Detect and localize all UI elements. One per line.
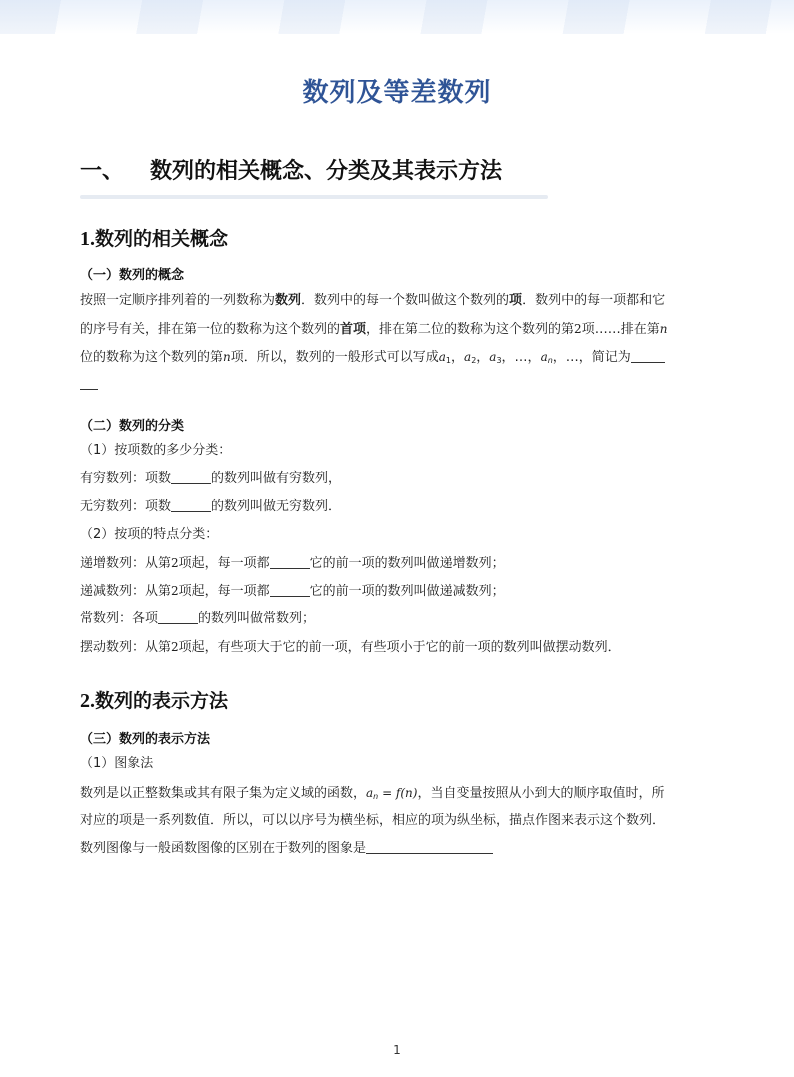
fill-in-blank[interactable] bbox=[270, 583, 310, 597]
math-number: 2 bbox=[171, 584, 179, 598]
subsection-number: 2. bbox=[80, 690, 95, 712]
list-line bbox=[80, 610, 315, 628]
text: 有穷数列：项数 bbox=[80, 471, 172, 486]
math-variable: a bbox=[438, 350, 446, 364]
section-heading bbox=[80, 154, 502, 185]
section-title: 数列的相关概念、分类及其表示方法 bbox=[150, 159, 503, 184]
list-line bbox=[80, 470, 341, 488]
text: ．数列中的每一个数叫做这个数列的 bbox=[301, 293, 510, 308]
fill-in-blank[interactable] bbox=[158, 610, 198, 624]
math-subscript: 1 bbox=[445, 356, 452, 365]
text: ．数列中的每一项都和它 bbox=[522, 293, 666, 308]
fill-in-blank[interactable] bbox=[631, 349, 665, 363]
math-variable: a bbox=[464, 350, 472, 364]
fill-in-blank[interactable] bbox=[171, 470, 211, 484]
math-subscript: n bbox=[547, 356, 553, 365]
list-line bbox=[80, 554, 505, 573]
header-decoration bbox=[0, 0, 794, 34]
list-line: （1）按项数的多少分类： bbox=[80, 443, 232, 458]
fill-in-blank[interactable] bbox=[171, 498, 211, 512]
term-bold: 数列 bbox=[275, 293, 302, 308]
math-variable: n bbox=[223, 350, 231, 364]
math-subscript: 3 bbox=[496, 356, 502, 365]
list-line bbox=[80, 498, 341, 516]
text: 项．所以，数列的一般形式可以写成 bbox=[230, 350, 439, 365]
subsection-heading bbox=[80, 224, 228, 251]
fill-in-blank[interactable] bbox=[270, 555, 310, 569]
part-heading: （一）数列的概念 bbox=[80, 268, 185, 283]
paragraph-line bbox=[80, 784, 664, 806]
text: 的数列叫做有穷数列， bbox=[211, 471, 342, 486]
page-number: 1 bbox=[393, 1043, 401, 1057]
text: 递减数列：从第 bbox=[80, 584, 172, 599]
text: 它的前一项的数列叫做递增数列； bbox=[309, 556, 505, 571]
text: 位的数称为这个数列的第 bbox=[80, 350, 224, 365]
text: 按照一定顺序排列着的一列数称为 bbox=[80, 293, 276, 308]
subsection-heading bbox=[80, 686, 228, 713]
text: 的数列叫做无穷数列． bbox=[211, 499, 342, 514]
text: 项……排在第 bbox=[581, 322, 660, 337]
text: 递增数列：从第 bbox=[80, 556, 172, 571]
math-variable: a bbox=[366, 786, 374, 800]
math-expression: = f(n) bbox=[378, 786, 418, 800]
list-line bbox=[80, 638, 621, 657]
text: 数列图像与一般函数图像的区别在于数列的图象是 bbox=[80, 841, 367, 856]
text: 项起，每一项都 bbox=[178, 584, 270, 599]
list-line bbox=[80, 582, 505, 601]
text: 的数列叫做常数列； bbox=[198, 611, 316, 626]
text: 项起，有些项大于它的前一项，有些项小于它的前一项的数列叫做摆动数列． bbox=[178, 640, 621, 655]
section-number: 一、 bbox=[80, 159, 125, 184]
math-variable: a bbox=[489, 350, 497, 364]
term-bold: 首项 bbox=[340, 322, 367, 337]
math-variable: a bbox=[540, 350, 548, 364]
subsection-title: 数列的相关概念 bbox=[95, 228, 229, 250]
math-subscript: n bbox=[373, 792, 379, 801]
text: ， bbox=[476, 350, 490, 365]
part-heading: （二）数列的分类 bbox=[80, 419, 185, 434]
part-heading: （三）数列的表示方法 bbox=[80, 732, 211, 747]
paragraph-line bbox=[80, 376, 98, 394]
paragraph-line bbox=[80, 292, 665, 310]
list-line: （2）按项的特点分类： bbox=[80, 527, 219, 542]
text: ，当自变量按照从小到大的顺序取值时，所 bbox=[417, 786, 665, 801]
math-number: 2 bbox=[574, 322, 582, 336]
text: 的序号有关，排在第一位的数称为这个数列的 bbox=[80, 322, 341, 337]
text: 常数列：各项 bbox=[80, 611, 159, 626]
term-bold: 项 bbox=[509, 293, 523, 308]
math-number: 2 bbox=[171, 556, 179, 570]
paragraph-line bbox=[80, 840, 493, 858]
subsection-title: 数列的表示方法 bbox=[95, 690, 229, 712]
fill-in-blank[interactable] bbox=[366, 840, 493, 854]
text: 摆动数列：从第 bbox=[80, 640, 172, 655]
text: 项起，每一项都 bbox=[178, 556, 270, 571]
text: 数列是以正整数集或其有限子集为定义域的函数， bbox=[80, 786, 367, 801]
list-line: （1）图象法 bbox=[80, 756, 154, 771]
text: ，…， bbox=[501, 350, 541, 365]
paragraph-line: 对应的项是一系列数值．所以，可以以序号为横坐标，相应的项为纵坐标，描点作图来表示这个数列． bbox=[80, 813, 666, 828]
text: 无穷数列：项数 bbox=[80, 499, 172, 514]
fill-in-blank[interactable] bbox=[80, 376, 98, 390]
document-title: 数列及等差数列 bbox=[302, 78, 492, 108]
text: ，…，简记为 bbox=[552, 350, 631, 365]
math-subscript: 2 bbox=[471, 356, 477, 365]
subsection-number: 1. bbox=[80, 228, 95, 250]
text: ，排在第二位的数称为这个数列的第 bbox=[366, 322, 575, 337]
paragraph-line bbox=[80, 348, 665, 370]
text: 它的前一项的数列叫做递减数列； bbox=[309, 584, 505, 599]
paragraph-line bbox=[80, 320, 667, 339]
math-variable: n bbox=[659, 322, 668, 336]
math-number: 2 bbox=[171, 640, 179, 654]
text: ， bbox=[451, 350, 465, 365]
section-divider bbox=[80, 195, 548, 199]
